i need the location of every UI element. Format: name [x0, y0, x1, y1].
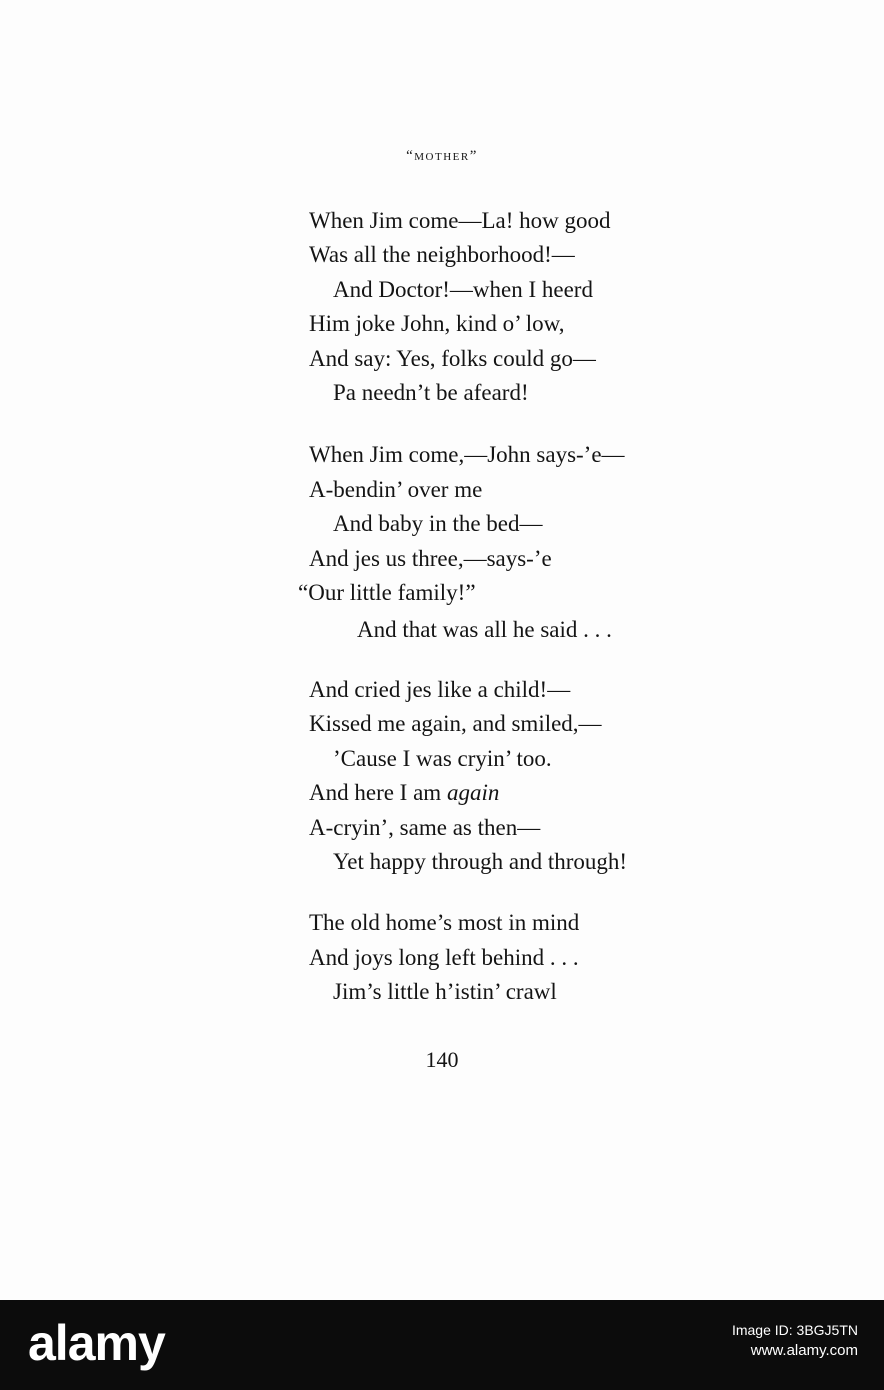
poem-line: Kissed me again, and smiled,—: [309, 711, 602, 736]
poem-line: [309, 780, 499, 806]
poem-line: And joys long left behind . . .: [309, 945, 579, 970]
image-id-label: Image ID: 3BGJ5TN: [731, 1322, 858, 1338]
poem-line: Him joke John, kind o’ low,: [309, 311, 565, 336]
poem-line: And say: Yes, folks could go—: [309, 346, 596, 371]
poem-line: And that was all he said . . .: [357, 617, 612, 642]
site-url: www.alamy.com: [750, 1342, 858, 1359]
poem-line: “Our little family!”: [298, 580, 476, 605]
poem-line: And cried jes like a child!—: [309, 677, 571, 702]
poem-line: When Jim come—La! how good: [309, 208, 611, 233]
poem-line: A-bendin’ over me: [309, 477, 483, 502]
poem-line: ’Cause I was cryin’ too.: [333, 746, 552, 771]
watermark-meta: [732, 1320, 858, 1362]
poem-line: And jes us three,—says-’e: [309, 546, 552, 571]
poem-line: And Doctor!—when I heerd: [333, 277, 593, 302]
poem-line: Yet happy through and through!: [333, 849, 628, 874]
alamy-logo: alamy: [28, 1315, 165, 1371]
poem-line: A-cryin’, same as then—: [309, 815, 541, 840]
watermark-bar: [0, 1300, 884, 1390]
italic-word: again: [446, 780, 500, 805]
poem-line: And baby in the bed—: [333, 511, 543, 536]
poem-line: Was all the neighborhood!—: [309, 242, 575, 267]
poem-line-text: And here I am: [309, 780, 447, 805]
running-head: “mother”: [406, 148, 478, 164]
poem-line: Jim’s little h’istin’ crawl: [333, 979, 557, 1004]
poem-line: The old home’s most in mind: [309, 910, 580, 935]
page-number: 140: [425, 1047, 459, 1072]
poem-line: Pa needn’t be afeard!: [333, 380, 529, 405]
poem-line: When Jim come,—John says-’e—: [309, 442, 625, 467]
